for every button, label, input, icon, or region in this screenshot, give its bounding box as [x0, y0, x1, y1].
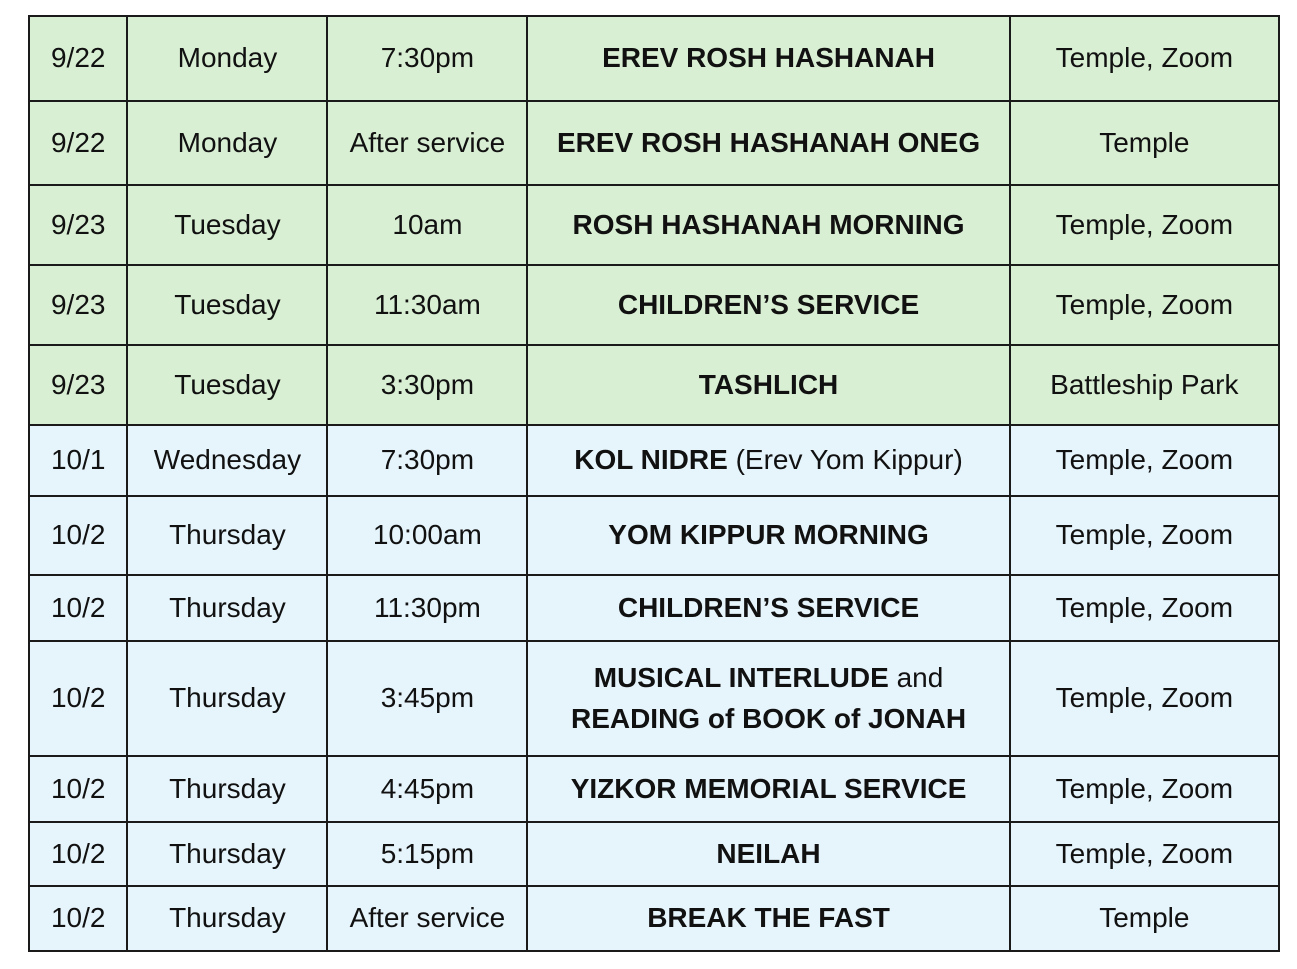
date-cell: 9/23: [29, 185, 127, 265]
table-row: [29, 756, 1279, 822]
table-row: [29, 265, 1279, 345]
location-cell: Temple, Zoom: [1010, 575, 1279, 641]
time-cell: 10:00am: [327, 496, 527, 575]
table-row: [29, 886, 1279, 951]
time-cell: After service: [327, 101, 527, 185]
day-cell: Thursday: [127, 822, 327, 886]
date-cell: 10/2: [29, 886, 127, 951]
event-cell: BREAK THE FAST: [527, 886, 1009, 951]
event-note: (Erev Yom Kippur): [735, 444, 963, 476]
event-cell: CHILDREN’S SERVICE: [527, 575, 1009, 641]
day-cell: Monday: [127, 101, 327, 185]
location-cell: Temple, Zoom: [1010, 756, 1279, 822]
location-cell: Temple, Zoom: [1010, 822, 1279, 886]
location-cell: Temple, Zoom: [1010, 641, 1279, 756]
table-row: [29, 425, 1279, 496]
time-cell: 11:30am: [327, 265, 527, 345]
time-cell: 7:30pm: [327, 16, 527, 101]
time-cell: 11:30pm: [327, 575, 527, 641]
table-row: [29, 101, 1279, 185]
table-row: [29, 575, 1279, 641]
event-title: MUSICAL INTERLUDE: [593, 661, 889, 693]
date-cell: 9/22: [29, 16, 127, 101]
date-cell: 10/2: [29, 641, 127, 756]
table-row: [29, 185, 1279, 265]
location-cell: Temple, Zoom: [1010, 425, 1279, 496]
event-title: KOL NIDRE: [574, 444, 728, 476]
table-row: [29, 496, 1279, 575]
time-cell: 5:15pm: [327, 822, 527, 886]
time-cell: 10am: [327, 185, 527, 265]
day-cell: Thursday: [127, 575, 327, 641]
location-cell: Temple, Zoom: [1010, 265, 1279, 345]
event-cell: YIZKOR MEMORIAL SERVICE: [527, 756, 1009, 822]
location-cell: Temple: [1010, 886, 1279, 951]
date-cell: 10/2: [29, 822, 127, 886]
day-cell: Monday: [127, 16, 327, 101]
event-conjunction: and: [896, 661, 944, 693]
date-cell: 9/22: [29, 101, 127, 185]
day-cell: Thursday: [127, 886, 327, 951]
date-cell: 10/2: [29, 756, 127, 822]
location-cell: Temple: [1010, 101, 1279, 185]
day-cell: Tuesday: [127, 345, 327, 425]
event-cell: EREV ROSH HASHANAH ONEG: [527, 101, 1009, 185]
holiday-schedule-table: [28, 15, 1280, 952]
location-cell: Temple, Zoom: [1010, 16, 1279, 101]
date-cell: 9/23: [29, 265, 127, 345]
day-cell: Thursday: [127, 641, 327, 756]
date-cell: 10/2: [29, 575, 127, 641]
time-cell: 7:30pm: [327, 425, 527, 496]
location-cell: Temple, Zoom: [1010, 185, 1279, 265]
date-cell: 10/1: [29, 425, 127, 496]
location-cell: Temple, Zoom: [1010, 496, 1279, 575]
table-row: [29, 16, 1279, 101]
table-row: [29, 345, 1279, 425]
event-cell: TASHLICH: [527, 345, 1009, 425]
day-cell: Wednesday: [127, 425, 327, 496]
time-cell: 3:30pm: [327, 345, 527, 425]
event-cell: [527, 425, 1009, 496]
day-cell: Tuesday: [127, 185, 327, 265]
day-cell: Thursday: [127, 756, 327, 822]
table-row: [29, 641, 1279, 756]
event-cell: ROSH HASHANAH MORNING: [527, 185, 1009, 265]
event-cell: EREV ROSH HASHANAH: [527, 16, 1009, 101]
date-cell: 10/2: [29, 496, 127, 575]
event-cell: NEILAH: [527, 822, 1009, 886]
date-cell: 9/23: [29, 345, 127, 425]
day-cell: Thursday: [127, 496, 327, 575]
event-cell: YOM KIPPUR MORNING: [527, 496, 1009, 575]
event-title-line2: READING of BOOK of JONAH: [570, 702, 967, 734]
time-cell: 4:45pm: [327, 756, 527, 822]
event-cell: CHILDREN’S SERVICE: [527, 265, 1009, 345]
location-cell: Battleship Park: [1010, 345, 1279, 425]
time-cell: 3:45pm: [327, 641, 527, 756]
event-cell: [527, 641, 1009, 756]
time-cell: After service: [327, 886, 527, 951]
day-cell: Tuesday: [127, 265, 327, 345]
table-row: [29, 822, 1279, 886]
